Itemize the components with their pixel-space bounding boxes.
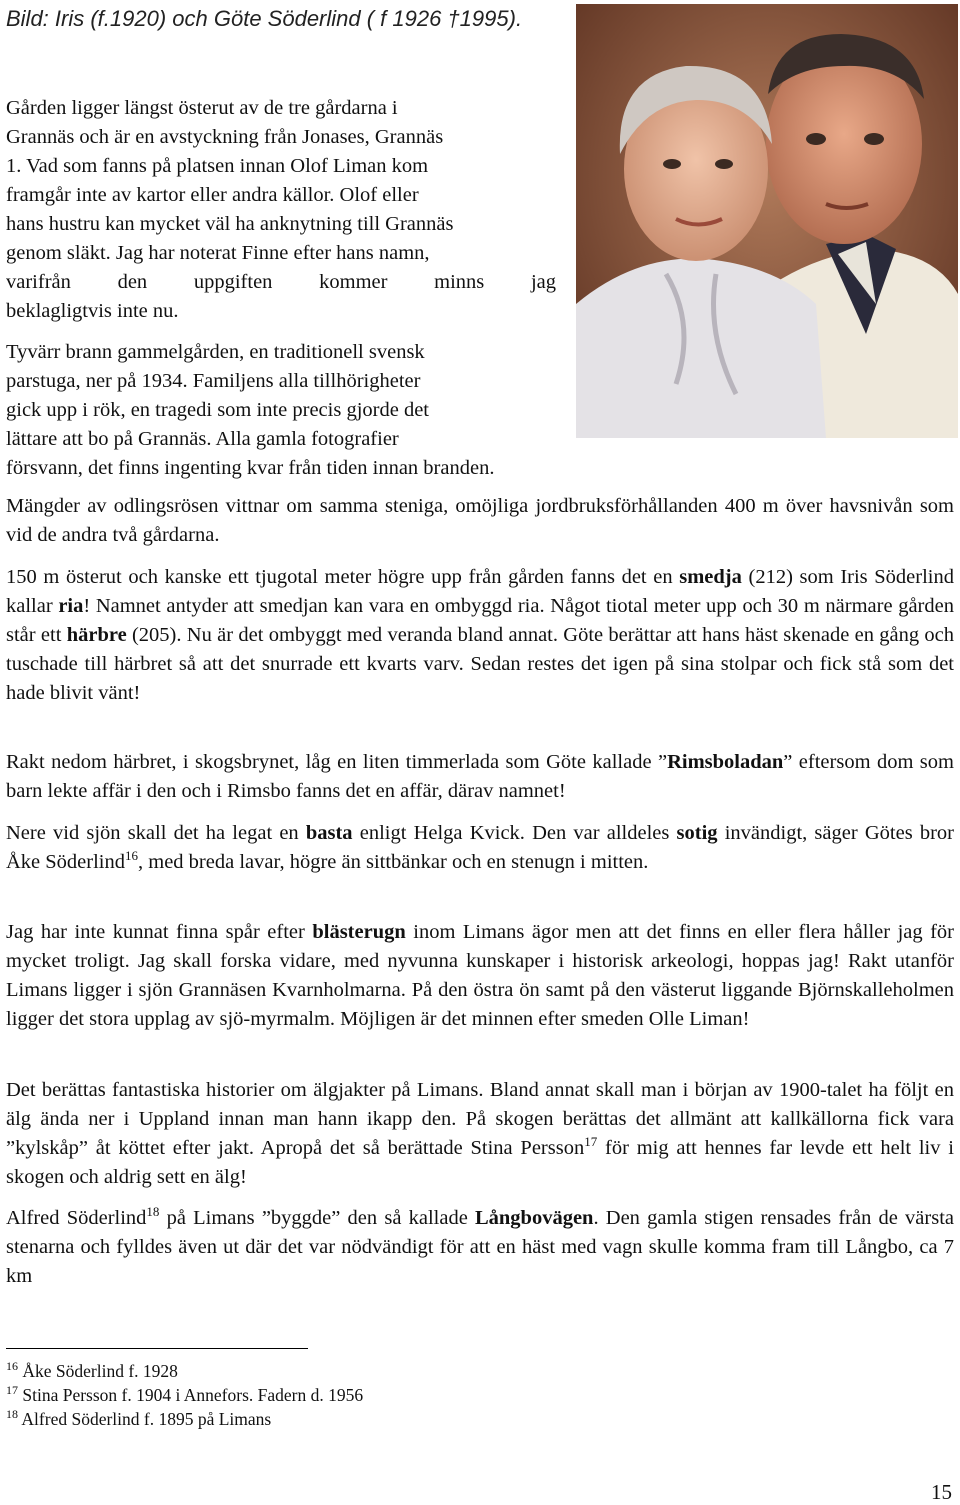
text-line: genom släkt. Jag har noterat Finne efter hans namn, xyxy=(6,242,430,264)
text-run: Det berättas fantastiska historier om älgjakter på Limans. Bland annat skall man i början av 1900-talet ha följt en älg ända ner i Uppland innan man hann ikapp den. På skogen berättas det allmänt att kallkällorna fick vara ”kylskåp” åt köttet efter jakt. Apropå det så berättade Stina Persson xyxy=(6,1079,954,1159)
text-line: Grannäs och är en avstyckning från Jonases, Grannäs xyxy=(6,126,444,148)
text-run: Jag har inte kunnat finna spår efter xyxy=(6,921,313,943)
text-run: inom Limans ägor men att det finns en eller flera håller jag för mycket troligt. Jag skall forska vidare, med nyvunna kunskaper i historisk arkeologi, hoppas jag! Rakt utanför Limans ligger i sjön Grannäsen Kvarnholmarna. På den östra ön samt på den västerut liggande Björnskalleholmen ligger det stora upplag av sjö-myrmalm. Möjligen är det minnen efter smeden Olle Liman! xyxy=(6,921,955,1030)
text-run: Nere vid sjön skall det ha legat en xyxy=(6,822,306,844)
term-smedja: smedja xyxy=(679,566,742,588)
footnote-text: Stina Persson f. 1904 i Annefors. Fadern d. 1956 xyxy=(22,1385,364,1405)
term-ria: ria xyxy=(58,595,84,617)
footnote-16 xyxy=(6,1360,178,1383)
paragraph-fire xyxy=(6,338,606,483)
photo-caption: Bild: Iris (f.1920) och Göte Söderlind ( f 1926 †1995). xyxy=(6,6,523,31)
paragraph-stone-piles: Mängder av odlingsrösen vittnar om samma steniga, omöjliga jordbruksförhållanden 400 m över havsnivån som vid de andra två gårdarna. xyxy=(6,495,954,546)
term-sotig: sotig xyxy=(676,822,718,844)
text-line: beklagligtvis inte nu. xyxy=(6,300,179,322)
footnote-text: Alfred Söderlind f. 1895 på Limans xyxy=(21,1409,272,1429)
text-run: invändigt, säger Götes bror Åke Söderlind xyxy=(6,822,954,873)
footnote-number: 18 xyxy=(6,1407,18,1422)
text-run: . Den gamla stigen rensades från de värsta stenarna och fylldes även ut där det var nödvändigt för att en häst med vagn skulle komma fram till Långbo, ca 7 km xyxy=(6,1207,954,1287)
text-run: ! Namnet antyder att smedjan kan vara en ombyggd ria. Något tiotal meter upp och 30 m närmare gården står ett xyxy=(6,595,954,646)
text-line: försvann, det finns ingenting kvar från tiden innan branden. xyxy=(6,457,495,479)
text-run: ” eftersom dom som barn lekte affär i den och i Rimsbo fanns det en affär, därav namnet! xyxy=(6,751,954,802)
text-run: , med breda lavar, högre än sittbänkar och en stenugn i mitten. xyxy=(138,851,649,873)
footnote-number: 17 xyxy=(6,1383,18,1398)
paragraph-moose-hunting xyxy=(6,1076,954,1192)
text-run: Alfred Söderlind xyxy=(6,1207,147,1229)
text-run: på Limans ”byggde” den så kallade xyxy=(159,1207,475,1229)
text-line: lättare att bo på Grannäs. Alla gamla fotografier xyxy=(6,428,399,450)
text-run: Rakt nedom härbret, i skogsbrynet, låg en liten timmerlada som Göte kallade ” xyxy=(6,751,668,773)
text-line: Gården ligger längst österut av de tre gårdarna i xyxy=(6,97,398,119)
footnote-text: Åke Söderlind f. 1928 xyxy=(22,1361,178,1381)
term-basta: basta xyxy=(305,822,353,844)
couple-photo xyxy=(576,4,958,438)
text-line: framgår inte av kartor eller andra källor. Olof eller xyxy=(6,184,419,206)
text-line: Tyvärr brann gammelgården, en traditionell svensk xyxy=(6,341,425,363)
paragraph-basta xyxy=(6,819,954,877)
text-line: hans hustru kan mycket väl ha anknytning till Grannäs xyxy=(6,213,454,235)
term-harbre: härbre xyxy=(66,624,127,646)
page-number: 15 xyxy=(931,1480,952,1504)
footnote-divider xyxy=(6,1348,308,1349)
text-run: (212) som Iris Söderlind kallar xyxy=(6,566,954,617)
term-blasterugn: blästerugn xyxy=(312,921,406,943)
text-run: för mig att hennes far levde ett helt liv i skogen och aldrig sett en älg! xyxy=(6,1137,954,1188)
footnote-18 xyxy=(6,1408,271,1431)
paragraph-farm-location xyxy=(6,94,556,326)
text-line: 1. Vad som fanns på platsen innan Olof Liman kom xyxy=(6,155,429,177)
text-line: gick upp i rök, en tragedi som inte precis gjorde det xyxy=(6,399,429,421)
footnote-17 xyxy=(6,1384,363,1407)
term-langbovagen: Långbovägen xyxy=(474,1207,594,1229)
paragraph-blasterugn xyxy=(6,918,954,1034)
paragraph-langbovagen xyxy=(6,1204,954,1291)
text-run: enligt Helga Kvick. Den var alldeles xyxy=(352,822,677,844)
term-rimsboladan: Rimsboladan xyxy=(667,751,784,773)
paragraph-smithy xyxy=(6,563,954,708)
footnote-ref-17: 17 xyxy=(584,1134,598,1150)
text-line: parstuga, ner på 1934. Familjens alla tillhörigheter xyxy=(6,370,421,392)
paragraph-rimsboladan xyxy=(6,748,954,806)
footnote-ref-16: 16 xyxy=(125,848,138,864)
text-run: 150 m österut och kanske ett tjugotal meter högre upp från gården fanns det en xyxy=(6,566,680,588)
text-run: (205). Nu är det ombyggt med veranda bland annat. Göte berättar att hans häst skenade en gång och tuschade till härbret så att det snurrade ett kvarts varv. Sedan restes det igen på sina stolpar och fick stå som det hade blivit vänt! xyxy=(6,624,954,704)
footnote-ref-18: 18 xyxy=(146,1204,160,1220)
text-line: varifrån den uppgiften kommer minns jag xyxy=(6,271,556,293)
footnote-number: 16 xyxy=(6,1359,18,1374)
